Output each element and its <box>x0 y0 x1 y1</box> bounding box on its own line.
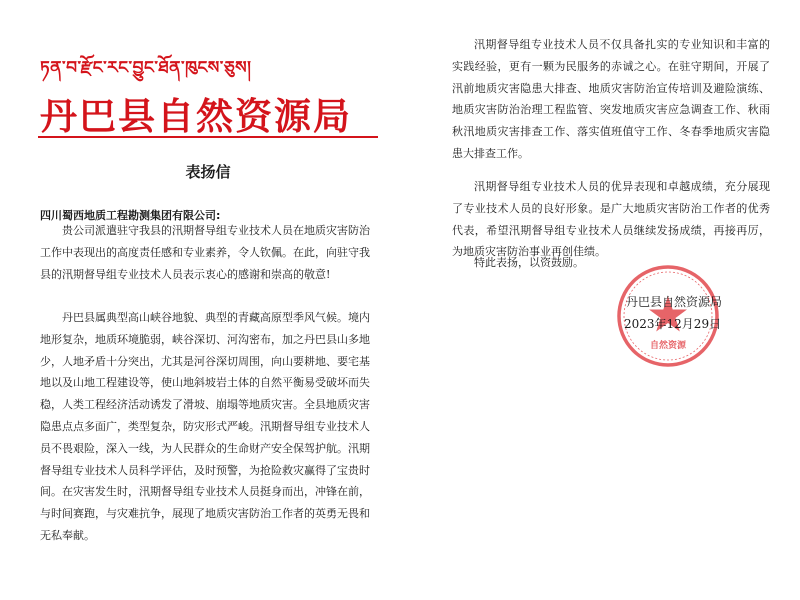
paragraph-4: 汛期督导组专业技术人员的优异表现和卓越成绩，充分展现了专业技术人员的良好形象。是广大地质灾害防治工作者的优秀代表，希望汛期督导组专业技术人员继续发扬成绩，再接再厉，为地质灾害防治事业再创佳绩。 <box>452 180 770 259</box>
seal-center-text: 自然资源 <box>649 341 687 351</box>
letterhead-org-name: 丹巴县自然资源局 <box>40 94 352 138</box>
signature-org: 丹巴县自然资源局 <box>626 295 723 309</box>
paragraph-5: 特此表扬，以资鼓励。 <box>474 256 584 269</box>
letterhead-tibetan: ཏན་བ་རྫོང་རང་བྱུང་ཐོན་ཁུངས་ཅུས། <box>40 58 252 78</box>
letterhead-divider <box>38 136 378 138</box>
paragraph-2: 丹巴县属典型高山峡谷地貌、典型的青藏高原型季风气候。境内地形复杂，地质环境脆弱，峡谷深切、河沟密布，加之丹巴县山多地少，人地矛盾十分突出，尤其是河谷深切周围，向山要耕地、要宅基地以及山地工程建设等，使山地斜坡岩土体的自然平衡易受破坏而失稳，人类工程经济活动诱发了滑坡、崩塌等地质灾害。全县地质灾害隐患点点多面广，类型复杂，防灾形式严峻。汛期督导组专业技术人员不畏艰险，深入一线，为人民群众的生命财产安全保驾护航。汛期督导组专业技术人员科学评估，及时预警，为抢险救灾赢得了宝贵时间。在灾害发生时，汛期督导组专业技术人员挺身而出，冲锋在前，与时间赛跑，与灾难抗争，展现了地质灾害防治工作者的英勇无畏和无私奉献。 <box>40 311 370 542</box>
paragraph-3: 汛期督导组专业技术人员不仅具备扎实的专业知识和丰富的实践经验，更有一颗为民服务的赤诚之心。在驻守期间，开展了汛前地质灾害隐患大排查、地质灾害防治宣传培训及避险演练、地质灾害防治治理工程监管、突发地质灾害应急调查工作、秋雨秋汛地质灾害排查工作、落实值班值守工作、冬春季地质灾害隐患大排查工作。 <box>452 38 770 160</box>
paragraph-1: 贵公司派遣驻守我县的汛期督导组专业技术人员在地质灾害防治工作中表现出的高度责任感和专业素养，令人钦佩。在此，向驻守我县的汛期督导组专业技术人员表示衷心的感谢和崇高的敬意! <box>40 224 370 281</box>
document-title: 表扬信 <box>185 163 231 181</box>
signature-date: 2023年12月29日 <box>624 317 722 331</box>
document-addressee: 四川蜀西地质工程勘测集团有限公司: <box>40 209 221 222</box>
